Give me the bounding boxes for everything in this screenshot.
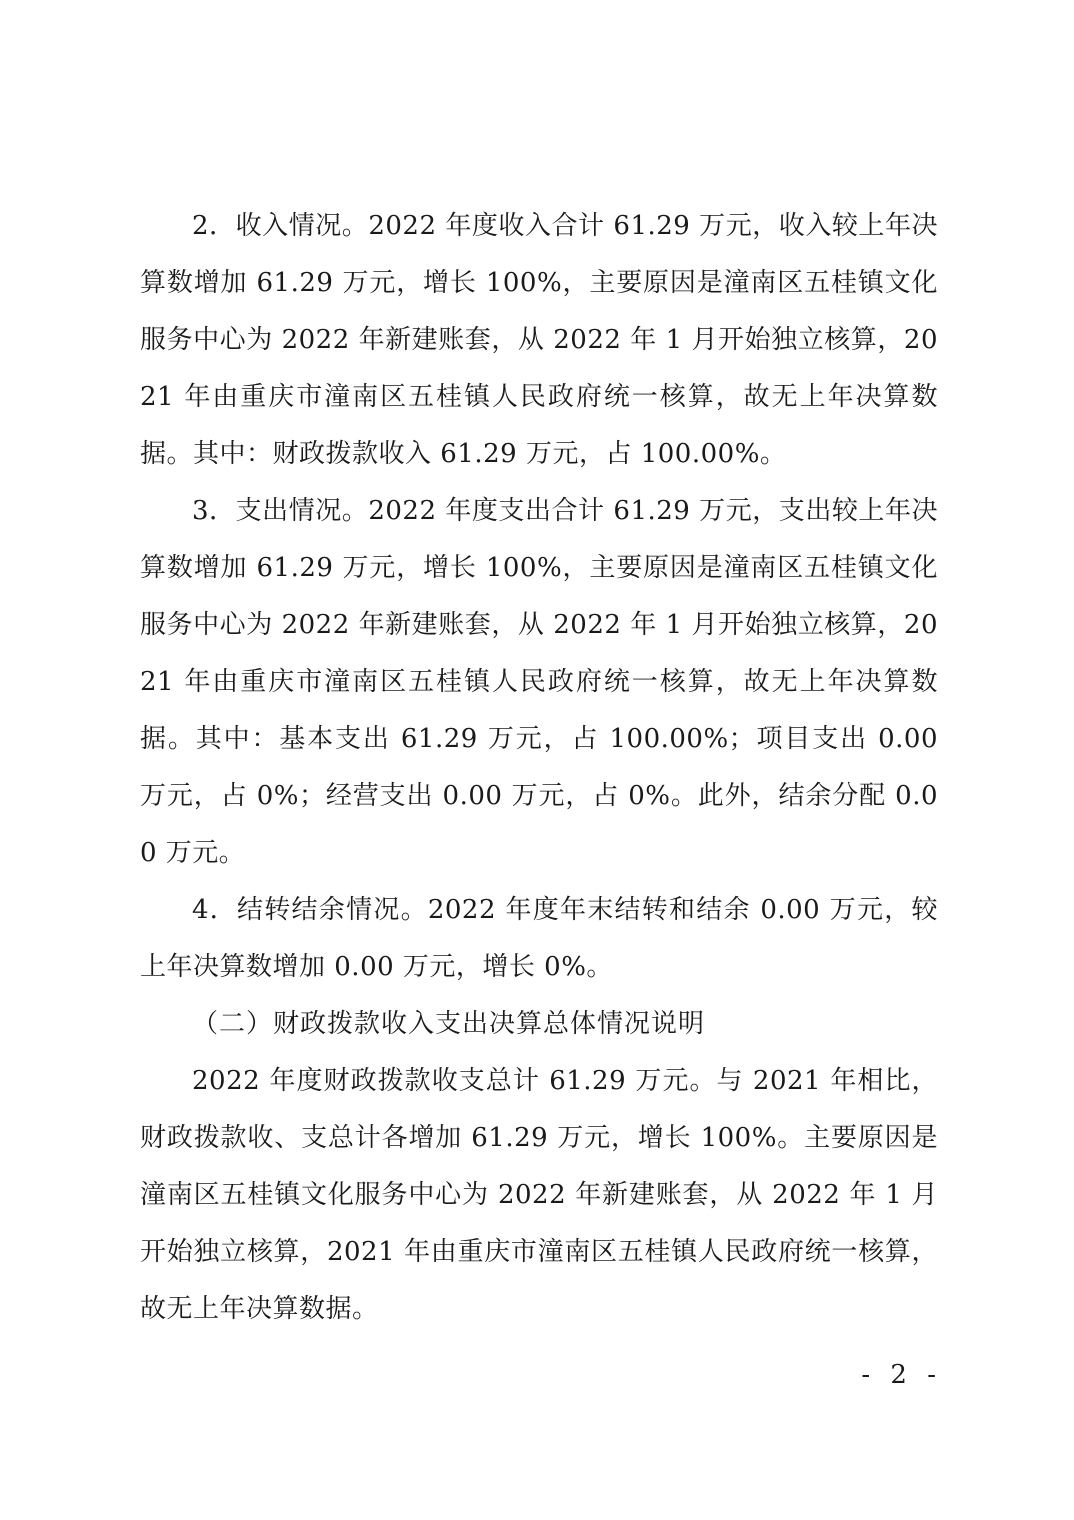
document-body bbox=[140, 198, 938, 1338]
paragraph-income: 2．收入情况。2022 年度收入合计 61.29 万元，收入较上年决算数增加 61.29 万元，增长 100%，主要原因是潼南区五桂镇文化服务中心为 2022 年新建账套，从 2022 年 1 月开始独立核算，2021 年由重庆市潼南区五桂镇人民政府统一核算，故无上年决算数据。其中：财政拨款收入 61.29 万元，占 100.00%。 bbox=[140, 211, 938, 469]
paragraph-carryover: 4．结转结余情况。2022 年度年末结转和结余 0.00 万元，较上年决算数增加 0.00 万元，增长 0%。 bbox=[140, 895, 938, 982]
page-number: - 2 - bbox=[861, 1360, 942, 1390]
section-heading: （二）财政拨款收入支出决算总体情况说明 bbox=[192, 1009, 706, 1039]
paragraph-expenditure: 3．支出情况。2022 年度支出合计 61.29 万元，支出较上年决算数增加 61.29 万元，增长 100%，主要原因是潼南区五桂镇文化服务中心为 2022 年新建账套，从 2022 年 1 月开始独立核算，2021 年由重庆市潼南区五桂镇人民政府统一核算，故无上年决算数据。其中：基本支出 61.29 万元，占 100.00%；项目支出 0.00 万元，占 0%；经营支出 0.00 万元，占 0%。此外，结余分配 0.00 万元。 bbox=[140, 496, 938, 868]
paragraph-fiscal-summary: 2022 年度财政拨款收支总计 61.29 万元。与 2021 年相比，财政拨款收、支总计各增加 61.29 万元，增长 100%。主要原因是潼南区五桂镇文化服务中心为 2022 年新建账套，从 2022 年 1 月开始独立核算，2021 年由重庆市潼南区五桂镇人民政府统一核算，故无上年决算数据。 bbox=[140, 1066, 938, 1324]
